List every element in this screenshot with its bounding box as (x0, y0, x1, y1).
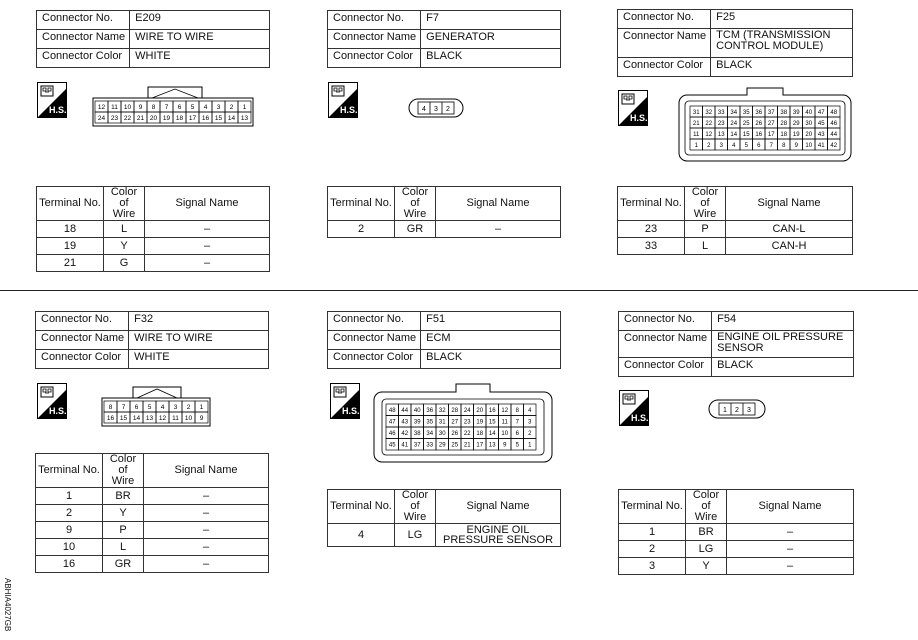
pin-number: 32 (705, 109, 713, 116)
pin-number: 9 (199, 414, 204, 422)
pin-number: 6 (757, 142, 761, 149)
pin-number: 23 (717, 120, 725, 127)
pin-number: 2 (186, 403, 191, 411)
f7-connector-face (408, 97, 464, 124)
pin-number: 34 (426, 431, 434, 438)
pin-number: 12 (705, 131, 713, 138)
table-row: 2 GR – (328, 221, 561, 238)
pin-number: 36 (426, 408, 434, 415)
pin-number: 18 (780, 131, 788, 138)
table-row: 3 Y – (619, 558, 854, 575)
pin-number: 16 (106, 414, 115, 422)
svg-text:4: 4 (422, 106, 426, 113)
pin-number: 47 (388, 419, 396, 426)
table-row: 18 L – (37, 221, 270, 238)
table-row: 4 LG ENGINE OIL PRESSURE SENSOR (328, 524, 561, 547)
pin-number: 20 (476, 408, 484, 415)
pin-number: 13 (145, 414, 154, 422)
pin-number: 48 (830, 109, 838, 116)
pin-number: 10 (501, 431, 509, 438)
pin-number: 34 (730, 109, 738, 116)
table-row: 21 G – (37, 255, 270, 272)
pin-number: 20 (805, 131, 813, 138)
pin-number: 41 (817, 142, 825, 149)
svg-text:H.S.: H.S. (342, 406, 360, 416)
pin-number: 24 (463, 408, 471, 415)
f25-signal-table: Terminal No. Color of Wire Signal Name 23 P CAN-L 33 L CAN-H (617, 186, 853, 255)
pin-number: 21 (136, 114, 145, 122)
hs-harness-side-icon (328, 82, 358, 118)
pin-number: 46 (830, 120, 838, 127)
pin-number: 1 (528, 442, 532, 449)
pin-number: 5 (190, 103, 195, 111)
f32-connector-face (101, 385, 211, 432)
pin-number: 44 (830, 131, 838, 138)
f7-signal-table: Terminal No. Color of Wire Signal Name 2 GR – (327, 186, 561, 238)
pin-number: 4 (160, 403, 165, 411)
pin-number: 43 (817, 131, 825, 138)
pin-number: 15 (742, 131, 750, 138)
pin-number: 7 (515, 419, 519, 426)
pin-number: 26 (451, 431, 459, 438)
pin-number: 1 (694, 142, 698, 149)
pin-number: 12 (97, 103, 106, 111)
pin-number: 16 (201, 114, 210, 122)
svg-text:H.S.: H.S. (340, 105, 358, 115)
table-row: 33 L CAN-H (618, 238, 853, 255)
e209-connector-face (92, 85, 254, 132)
connector-no-value: E209 (130, 11, 270, 30)
pin-number: 44 (401, 408, 409, 415)
pin-number: 21 (692, 120, 700, 127)
f51-signal-table: Terminal No. Color of Wire Signal Name 4 LG ENGINE OIL PRESSURE SENSOR (327, 489, 561, 547)
pin-number: 11 (693, 131, 700, 138)
connector-color-value: WHITE (130, 49, 270, 68)
figure-code: ABHIA4027GB (3, 578, 12, 632)
f25-info-table: Connector No. F25 Connector Name TCM (TRANSMISSION CONTROL MODULE) Connector Color BLACK (617, 9, 853, 77)
connector-no-label: Connector No. (37, 11, 130, 30)
f51-connector-face (372, 383, 554, 468)
color-of-wire-header: Color of Wire (104, 187, 145, 221)
pin-number: 14 (488, 431, 496, 438)
pin-number: 15 (119, 414, 128, 422)
pin-number: 38 (413, 431, 421, 438)
signal-name-header: Signal Name (145, 187, 270, 221)
pin-number: 8 (515, 408, 519, 415)
hs-harness-side-icon (330, 383, 360, 419)
pin-number: 31 (692, 109, 700, 116)
pin-number: 10 (123, 103, 132, 111)
pin-number: 33 (717, 109, 725, 116)
table-row: 2 LG – (619, 541, 854, 558)
f32-signal-table: Terminal No. Color of Wire Signal Name 1 BR – 2 Y – 9 P – 10 L – 16 GR – (35, 453, 269, 573)
pin-number: 39 (792, 109, 800, 116)
pin-number: 39 (413, 419, 421, 426)
pin-number: 22 (123, 114, 132, 122)
pin-number: 40 (805, 109, 813, 116)
pin-number: 23 (110, 114, 119, 122)
connector-color-label: Connector Color (37, 49, 130, 68)
hs-harness-side-icon (618, 90, 648, 126)
pin-number: 13 (488, 442, 496, 449)
pin-number: 5 (515, 442, 519, 449)
pin-number: 45 (388, 442, 396, 449)
pin-number: 3 (719, 142, 723, 149)
pin-number: 7 (121, 403, 126, 411)
pin-number: 4 (203, 103, 208, 111)
pin-number: 2 (528, 431, 532, 438)
svg-text:2: 2 (735, 407, 739, 414)
pin-number: 18 (476, 431, 484, 438)
pin-number: 11 (111, 103, 118, 111)
pin-number: 6 (515, 431, 519, 438)
pin-number: 36 (755, 109, 763, 116)
pin-number: 18 (175, 114, 184, 122)
table-row: 16 GR – (36, 556, 269, 573)
e209-info-table (36, 10, 270, 68)
pin-number: 23 (463, 419, 471, 426)
svg-text:H.S.: H.S. (630, 113, 648, 123)
svg-text:3: 3 (747, 407, 751, 414)
connector-name-value: WIRE TO WIRE (130, 30, 270, 49)
pin-number: 3 (216, 103, 221, 111)
pin-number: 5 (147, 403, 152, 411)
pin-number: 14 (730, 131, 738, 138)
hs-label: H.S. (49, 105, 67, 115)
pin-number: 28 (780, 120, 788, 127)
pin-number: 8 (151, 103, 156, 111)
hs-harness-side-icon (37, 82, 67, 118)
pin-number: 35 (742, 109, 750, 116)
pin-number: 7 (769, 142, 773, 149)
pin-number: 42 (830, 142, 838, 149)
pin-number: 48 (388, 408, 396, 415)
pin-number: 6 (177, 103, 182, 111)
pin-number: 3 (173, 403, 178, 411)
table-row: 23 P CAN-L (618, 221, 853, 238)
pin-number: 15 (488, 419, 496, 426)
pin-number: 38 (780, 109, 788, 116)
pin-number: 17 (476, 442, 484, 449)
f51-info-table: Connector No. F51 Connector Name ECM Connector Color BLACK (327, 311, 561, 369)
hs-harness-side-icon (619, 390, 649, 426)
pin-number: 31 (438, 419, 446, 426)
pin-number: 4 (528, 408, 532, 415)
pin-number: 22 (705, 120, 713, 127)
pin-number: 43 (401, 419, 409, 426)
pin-number: 27 (767, 120, 775, 127)
pin-number: 1 (242, 103, 247, 111)
pin-number: 3 (528, 419, 532, 426)
pin-number: 12 (501, 408, 509, 415)
pin-number: 12 (158, 414, 167, 422)
pin-number: 25 (451, 442, 459, 449)
pin-number: 24 (97, 114, 106, 122)
pin-number: 17 (188, 114, 197, 122)
pin-number: 19 (476, 419, 484, 426)
hs-harness-side-icon (37, 383, 67, 419)
pin-number: 16 (488, 408, 496, 415)
f7-info-table: Connector No. F7 Connector Name GENERATOR Connector Color BLACK (327, 10, 561, 68)
table-row: 19 Y – (37, 238, 270, 255)
e209-signal-table (36, 186, 270, 272)
svg-text:1: 1 (723, 407, 727, 414)
pin-number: 15 (214, 114, 223, 122)
f25-connector-face (677, 87, 853, 168)
f54-info-table: Connector No. F54 Connector Name ENGINE OIL PRESSURE SENSOR Connector Color BLACK (618, 311, 854, 377)
pin-number: 21 (463, 442, 471, 449)
pin-number: 1 (199, 403, 204, 411)
pin-number: 27 (451, 419, 459, 426)
pin-number: 45 (817, 120, 825, 127)
pin-number: 42 (401, 431, 409, 438)
pin-number: 8 (782, 142, 786, 149)
pin-number: 33 (426, 442, 434, 449)
f54-connector-face (708, 398, 766, 425)
pin-number: 29 (792, 120, 800, 127)
f32-info-table: Connector No. F32 Connector Name WIRE TO WIRE Connector Color WHITE (35, 311, 269, 369)
pin-number: 37 (767, 109, 775, 116)
pin-number: 46 (388, 431, 396, 438)
pin-number: 19 (162, 114, 171, 122)
pin-number: 13 (240, 114, 249, 122)
pin-number: 37 (413, 442, 421, 449)
table-row: 9 P – (36, 522, 269, 539)
pin-number: 11 (172, 414, 179, 422)
pin-number: 6 (134, 403, 139, 411)
connector-name-label: Connector Name (37, 30, 130, 49)
terminal-no-header: Terminal No. (37, 187, 104, 221)
svg-text:H.S.: H.S. (631, 413, 649, 423)
pin-number: 30 (805, 120, 813, 127)
pin-number: 16 (755, 131, 763, 138)
pin-number: 9 (138, 103, 143, 111)
table-row: 1 BR – (619, 524, 854, 541)
svg-text:H.S.: H.S. (49, 406, 67, 416)
pin-number: 19 (792, 131, 800, 138)
pin-number: 24 (730, 120, 738, 127)
pin-number: 17 (767, 131, 775, 138)
table-row: 1 BR – (36, 488, 269, 505)
pin-number: 28 (451, 408, 459, 415)
pin-number: 13 (717, 131, 725, 138)
pin-number: 11 (501, 419, 508, 426)
pin-number: 2 (229, 103, 234, 111)
f54-signal-table: Terminal No. Color of Wire Signal Name 1 BR – 2 LG – 3 Y – (618, 489, 854, 575)
pin-number: 2 (707, 142, 711, 149)
svg-text:2: 2 (446, 106, 450, 113)
pin-number: 41 (401, 442, 409, 449)
pin-number: 32 (438, 408, 446, 415)
pin-number: 26 (755, 120, 763, 127)
pin-number: 5 (744, 142, 748, 149)
svg-text:3: 3 (434, 106, 438, 113)
section-divider (0, 290, 918, 291)
table-row: 10 L – (36, 539, 269, 556)
pin-number: 47 (817, 109, 825, 116)
pin-number: 8 (108, 403, 113, 411)
pin-number: 20 (149, 114, 158, 122)
pin-number: 30 (438, 431, 446, 438)
pin-number: 7 (164, 103, 169, 111)
pin-number: 14 (132, 414, 141, 422)
pin-number: 25 (742, 120, 750, 127)
pin-number: 29 (438, 442, 446, 449)
pin-number: 35 (426, 419, 434, 426)
pin-number: 22 (463, 431, 471, 438)
pin-number: 9 (503, 442, 507, 449)
table-row: 2 Y – (36, 505, 269, 522)
pin-number: 40 (413, 408, 421, 415)
pin-number: 10 (184, 414, 193, 422)
pin-number: 14 (227, 114, 236, 122)
pin-number: 9 (794, 142, 798, 149)
pin-number: 10 (805, 142, 813, 149)
pin-number: 4 (732, 142, 736, 149)
